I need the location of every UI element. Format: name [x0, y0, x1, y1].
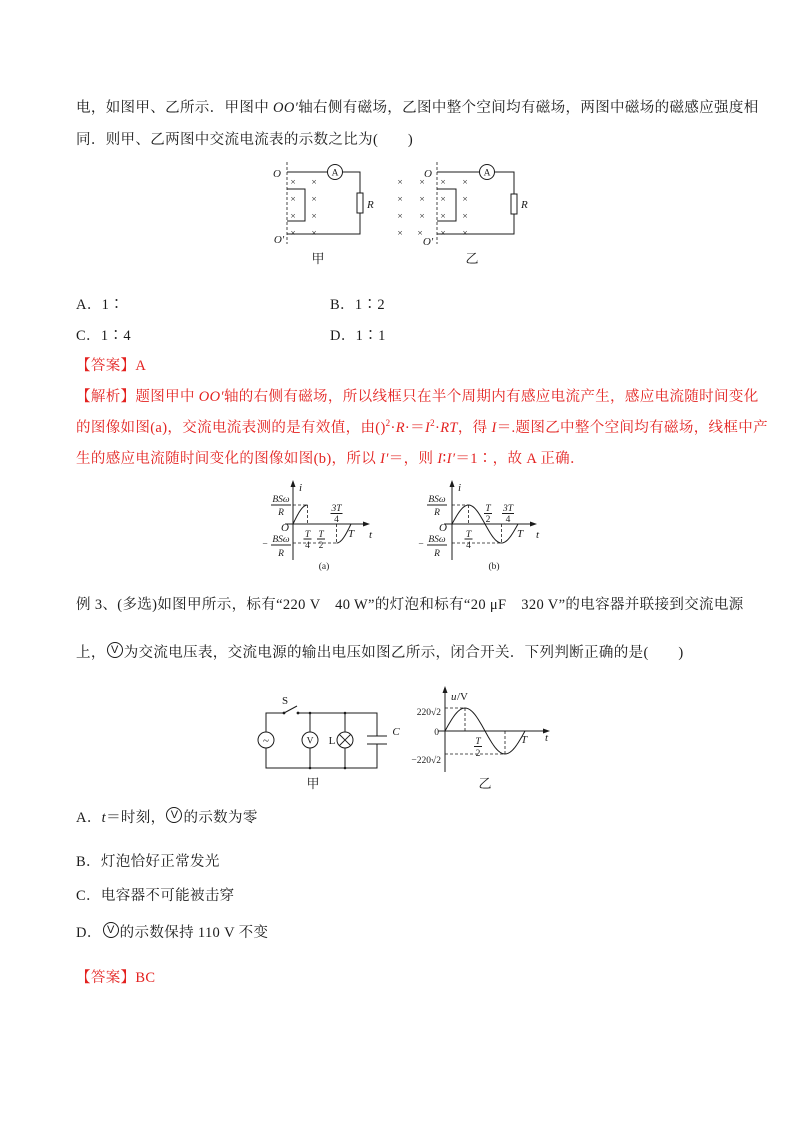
axis-point-o: O: [424, 168, 432, 180]
field-mark: ×: [462, 195, 468, 205]
field-mark: ×: [419, 178, 425, 188]
answer-label: 【答案】A: [76, 358, 147, 374]
tick-label: 4: [334, 515, 339, 525]
y-axis-arrow: [291, 480, 296, 487]
field-mark: ×: [311, 178, 317, 188]
field-mark: ×: [419, 212, 425, 222]
analysis-text: 的图像如图(a)，交流电流表测的是有效值，由(): [76, 420, 386, 436]
tick-label: 4: [505, 515, 511, 525]
field-mark: ×: [397, 229, 403, 239]
question-stem-line-2: 同．则甲、乙两图中交流电流表的示数之比为( ): [76, 132, 414, 148]
amplitude-numerator: BSω: [272, 495, 290, 505]
voltmeter-icon: V: [166, 807, 182, 823]
magnetic-field-marks: [397, 178, 467, 239]
var-i: I: [424, 420, 431, 436]
var-i-prime: I′: [446, 451, 456, 467]
origin-label: O: [439, 522, 447, 534]
y-axis-unit: /V: [457, 691, 468, 703]
field-mark: ×: [462, 212, 468, 222]
field-mark: ×: [397, 212, 403, 222]
ammeter-label: A: [331, 168, 339, 179]
wire: [287, 213, 360, 234]
stem-text: 为交流电压表，交流电源的输出电压如图乙所示，闭合开关．下列判断正确的是( ): [123, 645, 684, 661]
junction: [309, 767, 312, 770]
analysis-text: 轴的右侧有磁场，所以线框只在半个周期内有感应电流产生，感应电流随时间变化: [223, 389, 759, 405]
field-mark: ×: [397, 178, 403, 188]
option-c[interactable]: C．1∶4: [76, 328, 131, 344]
amplitude-denominator: R: [278, 549, 284, 559]
wire: [495, 172, 515, 194]
analysis-text: ，得: [457, 420, 492, 436]
var-t: t: [101, 810, 107, 826]
tick-label: 3T: [331, 504, 342, 514]
amplitude-numerator: BSω: [272, 535, 290, 545]
y-axis-arrow: [443, 686, 448, 693]
voltmeter-icon: V: [107, 642, 123, 658]
option-d[interactable]: D．1∶1: [330, 328, 386, 344]
switch-icon: [284, 706, 297, 713]
ac-source-symbol: ~: [263, 735, 269, 747]
tick-label: T: [465, 530, 472, 540]
tick-label: 4: [466, 541, 471, 551]
option-letter: A．: [76, 810, 102, 826]
graph-caption: (b): [488, 562, 500, 572]
dot: ·: [435, 420, 441, 436]
wire: [266, 744, 377, 768]
amplitude-denominator: R: [434, 508, 440, 518]
x-axis-label: t: [369, 529, 373, 541]
axis-point-o-prime: O′: [422, 236, 434, 248]
field-mark: ×: [290, 212, 296, 222]
amplitude-numerator: BSω: [428, 535, 446, 545]
tick-label: T: [304, 530, 311, 540]
trough-label: −220√2: [411, 756, 441, 766]
resistor-icon: [357, 193, 363, 213]
graph-caption: (a): [318, 562, 330, 572]
tick-label: T: [520, 734, 528, 746]
resistor-label: R: [367, 199, 374, 211]
current-graph-a: [262, 480, 373, 572]
exponent: 2: [430, 418, 435, 428]
x-axis-arrow: [530, 522, 537, 527]
field-mark: ×: [462, 229, 468, 239]
field-mark: ×: [419, 195, 425, 205]
y-axis-label: u: [451, 691, 457, 703]
peak-label: 220√2: [416, 708, 441, 718]
ex3-option-b[interactable]: B．灯泡恰好正常发光: [76, 854, 220, 870]
y-axis-arrow: [450, 480, 455, 487]
tick-label: T: [475, 737, 481, 747]
option-letter: D．: [76, 925, 102, 941]
axis-point-o-prime: O′: [273, 234, 285, 246]
x-axis-arrow: [363, 522, 370, 527]
analysis-text: ＝.题图乙中整个空间均有磁场，线框中产: [496, 420, 768, 436]
tick-label: 4: [305, 541, 310, 551]
tick-label: T: [485, 504, 491, 514]
figure-caption: 乙: [465, 251, 479, 266]
zero-label: 0: [434, 728, 439, 738]
field-mark: ×: [440, 212, 446, 222]
field-mark: ×: [290, 229, 296, 239]
amplitude-denominator: R: [278, 508, 284, 518]
minus-sign: −: [418, 540, 424, 550]
colon: ∶: [442, 451, 447, 467]
ex3-answer-label: 【答案】BC: [76, 970, 156, 986]
resistor-label: R: [521, 199, 528, 211]
magnetic-field-marks: [290, 178, 316, 239]
switch-label: S: [281, 695, 289, 707]
x-axis-label: t: [536, 529, 540, 541]
field-mark: ×: [440, 195, 446, 205]
ammeter-label: A: [483, 168, 491, 179]
tick-label: 3T: [502, 504, 514, 514]
wire: [343, 172, 361, 193]
capacitor-label: C: [392, 726, 400, 738]
stem-text: 轴右侧有磁场，乙图中整个空间均有磁场，两图中磁场的磁感应强度相: [298, 100, 759, 116]
example-3-stem-line-1: 例 3、(多选)如图甲所示，标有“220 V 40 W”的灯泡和标有“20 μF 320 V”的电容器并联接到交流电源: [76, 597, 744, 613]
junction: [344, 712, 347, 715]
current-graph-b: [418, 480, 540, 572]
field-mark: ×: [311, 212, 317, 222]
analysis-text: 生的感应电流随时间变化的图像如图(b)，所以: [76, 451, 381, 467]
field-mark: ×: [462, 178, 468, 188]
minus-sign: −: [262, 540, 268, 550]
var-i-prime: I′: [380, 451, 389, 467]
axis-label: OO′: [198, 389, 224, 405]
var-i: I: [437, 451, 443, 467]
field-mark: ×: [311, 195, 317, 205]
tick-label: T: [318, 530, 324, 540]
var-r: R: [395, 420, 405, 436]
figure-caption: 乙: [478, 776, 492, 791]
tick-label: 2: [475, 749, 481, 759]
y-axis-label: i: [458, 482, 462, 494]
lamp-label: L: [328, 735, 336, 747]
field-mark: ×: [290, 195, 296, 205]
exponent: 2: [385, 418, 391, 428]
var-rt: RT: [440, 420, 458, 436]
tick-label: T: [347, 528, 355, 540]
axis-label: OO′: [273, 100, 299, 116]
tick-label: T: [516, 528, 524, 540]
field-mark: ×: [440, 229, 446, 239]
wire: [266, 713, 283, 732]
dot: ·: [390, 420, 396, 436]
option-text: 的示数保持 110 V 不变: [119, 925, 269, 941]
stem-text: 电，如图甲、乙所示．甲图中: [76, 100, 274, 116]
analysis-text: ＝1∶，故 A 正确．: [455, 451, 585, 467]
option-text: 的示数为零: [183, 810, 258, 826]
ex3-circuit-jia: [258, 695, 400, 791]
field-mark: ×: [311, 229, 317, 239]
wire: [437, 214, 514, 234]
option-b[interactable]: B．1∶2: [330, 297, 385, 313]
analysis-text: ＝，则: [388, 451, 438, 467]
stem-text: 上，: [76, 645, 106, 661]
field-mark: ×: [440, 178, 446, 188]
voltmeter-label: V: [306, 736, 314, 747]
y-axis-label: i: [299, 482, 303, 494]
current-curve: [293, 505, 308, 524]
amplitude-numerator: BSω: [428, 495, 446, 505]
resistor-icon: [511, 194, 517, 214]
junction: [309, 712, 312, 715]
field-mark: ×: [290, 178, 296, 188]
amplitude-denominator: R: [434, 549, 440, 559]
option-a[interactable]: A．1∶: [76, 297, 125, 313]
ex3-option-c[interactable]: C．电容器不可能被击穿: [76, 888, 235, 904]
tick-label: 2: [318, 541, 324, 551]
figure-caption: 甲: [306, 776, 320, 791]
circuit-jia: [273, 162, 374, 266]
field-mark: ×: [417, 229, 423, 239]
junction: [344, 767, 347, 770]
figure-caption: 甲: [311, 251, 325, 266]
voltmeter-icon: V: [103, 922, 119, 938]
axis-point-o: O: [273, 168, 281, 180]
origin-label: O: [281, 522, 289, 534]
analysis-text: 【解析】题图甲中: [76, 389, 199, 405]
x-axis-label: t: [545, 732, 549, 744]
ex3-voltage-graph-yi: [411, 686, 550, 791]
var-i: I: [491, 420, 497, 436]
analysis-text: ·＝: [404, 420, 425, 436]
option-text: ＝时刻，: [106, 810, 166, 826]
field-mark: ×: [397, 195, 403, 205]
circuit-yi: [397, 162, 528, 266]
tick-label: 2: [485, 515, 491, 525]
